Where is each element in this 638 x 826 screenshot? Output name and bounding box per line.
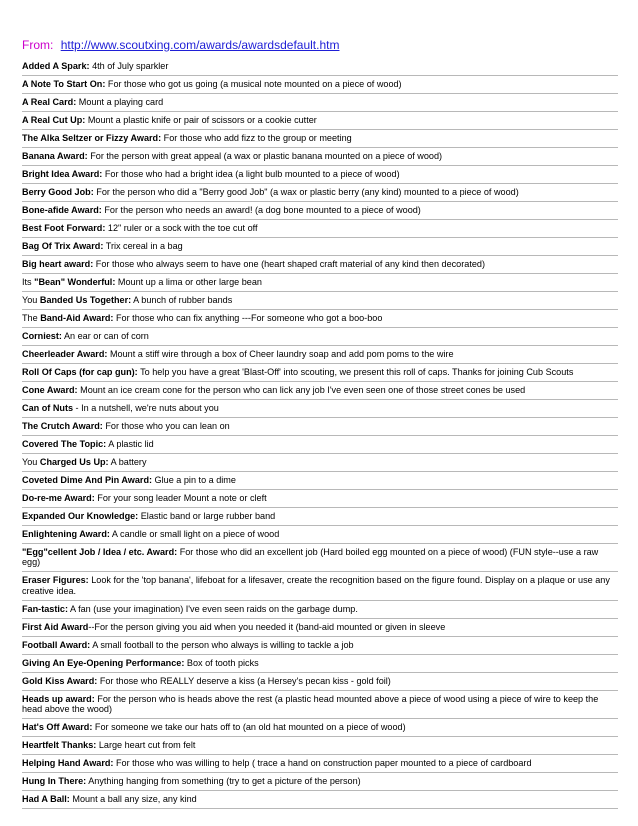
award-entry — [22, 773, 618, 791]
award-description: A plastic lid — [106, 438, 154, 449]
award-description: Elastic band or large rubber band — [138, 510, 276, 521]
award-entry — [22, 94, 618, 112]
award-name: Added A Spark: — [22, 61, 90, 72]
award-entry — [22, 238, 618, 256]
award-entry — [22, 526, 618, 544]
award-entry — [22, 220, 618, 238]
award-description: A small football to the person who always is willing to tackle a job — [90, 639, 354, 650]
award-entry — [22, 544, 618, 573]
award-description: A bunch of rubber bands — [131, 294, 233, 305]
award-entry — [22, 637, 618, 655]
award-name: Helping Hand Award: — [22, 758, 114, 769]
award-entry — [22, 601, 618, 619]
award-description: Mount a plastic knife or pair of scissors or a cookie cutter — [85, 115, 317, 126]
award-name: A Real Card: — [22, 97, 77, 108]
award-name: Charged Us Up: — [39, 456, 109, 467]
award-entry — [22, 256, 618, 274]
award-name: Fan-tastic: — [22, 603, 68, 614]
award-name: Roll Of Caps (for cap gun): — [22, 366, 138, 377]
award-description: A fan (use your imagination) I've even seen raids on the garbage dump. — [67, 603, 358, 614]
award-description: For the person who is heads above the rest (a plastic head mounted above a piece of wood using a piece of wire to keep the head above the wood) — [22, 693, 599, 715]
award-entry — [22, 382, 618, 400]
award-entry — [22, 719, 618, 737]
award-name: Cheerleader Award: — [22, 348, 108, 359]
award-description: For the person who needs an award! (a dog bone mounted to a piece of wood) — [101, 204, 421, 215]
award-prefix: You — [22, 294, 40, 305]
award-name: Bone-afide Award: — [22, 204, 102, 215]
award-name: Cone Award: — [22, 384, 78, 395]
award-name: Berry Good Job: — [22, 186, 94, 197]
award-description: For those who was willing to help ( trace a hand on construction paper mounted to a piece of cardboard — [113, 758, 532, 769]
award-entry — [22, 364, 618, 382]
award-description: For your song leader Mount a note or cleft — [94, 492, 267, 503]
award-name: Heartfelt Thanks: — [22, 740, 97, 751]
award-description: For the person who did a "Berry good Job" (a wax or plastic berry (any kind) mounted to a piece of wood) — [93, 186, 519, 197]
award-description: Mount a playing card — [76, 97, 164, 108]
award-name: Covered The Topic: — [22, 438, 107, 449]
source-line — [22, 38, 618, 53]
award-name: Hat's Off Award: — [22, 722, 93, 733]
award-name: A Real Cut Up: — [22, 115, 86, 126]
award-name: Best Foot Forward: — [22, 222, 106, 233]
award-entry — [22, 58, 618, 76]
award-description: For the person with great appeal (a wax or plastic banana mounted on a piece of wood) — [87, 151, 443, 162]
award-description: Look for the 'top banana', lifeboat for a lifesaver, create the recognition based on the figure found. Display on a plaque or use any creative idea. — [22, 575, 610, 596]
award-name: Hung In There: — [22, 776, 87, 787]
award-description: Mount up a lima or other large bean — [115, 276, 262, 287]
award-entry — [22, 490, 618, 508]
award-description: For those who did an excellent job (Hard boiled egg mounted on a piece of wood) (FUN style--use a raw egg) — [22, 546, 599, 568]
award-name: Big heart award: — [22, 258, 94, 269]
award-name: Had A Ball: — [22, 794, 70, 805]
award-name: Expanded Our Knowledge: — [22, 510, 139, 521]
award-entry — [22, 691, 618, 720]
award-name: Can of Nuts — [22, 402, 74, 413]
award-description: A candle or small light on a piece of wood — [109, 528, 280, 539]
award-entry — [22, 202, 618, 220]
award-entry — [22, 148, 618, 166]
award-name: Heads up award: — [22, 693, 95, 704]
award-name: The Crutch Award: — [22, 420, 103, 431]
award-description: For those who can fix anything ---For someone who got a boo-boo — [113, 312, 383, 323]
award-entry — [22, 572, 618, 601]
award-name: Football Award: — [22, 639, 91, 650]
source-label: From: — [22, 38, 54, 52]
award-entry — [22, 737, 618, 755]
award-entry — [22, 130, 618, 148]
award-name: Banana Award: — [22, 151, 88, 162]
award-description: Large heart cut from felt — [96, 740, 196, 751]
award-name: Giving An Eye-Opening Performance: — [22, 657, 185, 668]
award-name: Eraser Figures: — [22, 575, 89, 586]
award-description: For those who always seem to have one (heart shaped craft material of any kind then decorated) — [93, 258, 486, 269]
award-name: Bag Of Trix Award: — [22, 240, 104, 251]
award-entry — [22, 655, 618, 673]
award-description: For those who had a bright idea (a light bulb mounted to a piece of wood) — [102, 169, 400, 179]
award-description: To help you have a great 'Blast-Off' into scouting, we present this roll of caps. Thanks for joining Cub Scouts — [137, 366, 574, 377]
award-entry — [22, 112, 618, 130]
award-description: Mount a stiff wire through a box of Cheer laundry soap and add pom poms to the wire — [107, 348, 454, 359]
award-name: Band-Aid Award: — [40, 312, 114, 323]
award-name: Do-re-me Award: — [22, 492, 95, 503]
award-entry — [22, 418, 618, 436]
award-description: A battery — [108, 456, 147, 467]
award-entry — [22, 436, 618, 454]
award-name: Banded Us Together: — [39, 294, 132, 305]
award-description: Mount a ball any size, any kind — [69, 794, 197, 805]
award-description: Trix cereal in a bag — [103, 240, 183, 251]
award-prefix: The — [22, 312, 41, 323]
award-name: Gold Kiss Award: — [22, 675, 98, 686]
award-entry — [22, 184, 618, 202]
award-entry — [22, 472, 618, 490]
award-entry — [22, 400, 618, 418]
award-prefix: Its — [22, 276, 35, 287]
award-entry — [22, 619, 618, 637]
award-entry — [22, 292, 618, 310]
source-link[interactable]: http://www.scoutxing.com/awards/awardsdefault.htm — [60, 38, 340, 52]
document-page — [22, 38, 618, 809]
award-name: A Note To Start On: — [22, 79, 106, 90]
award-entry — [22, 76, 618, 94]
award-description: For those who got us going (a musical note mounted on a piece of wood) — [105, 79, 402, 90]
award-description: An ear or can of corn — [61, 330, 149, 341]
award-entry — [22, 274, 618, 292]
award-name: "Bean" Wonderful: — [34, 276, 116, 287]
award-name: The Alka Seltzer or Fizzy Award: — [22, 133, 162, 144]
award-name: "Egg"cellent Job / Idea / etc. Award: — [22, 546, 178, 557]
award-description: For someone we take our hats off to (an old hat mounted on a piece of wood) — [92, 722, 406, 733]
award-entry — [22, 346, 618, 364]
award-entry — [22, 508, 618, 526]
award-name: Bright Idea Award: — [22, 169, 103, 179]
award-name: Corniest: — [22, 330, 62, 341]
award-description: Box of tooth picks — [184, 657, 259, 668]
award-description: For those who add fizz to the group or meeting — [161, 133, 352, 144]
award-description: --For the person giving you aid when you needed it (band-aid mounted or given in sleeve — [88, 621, 446, 632]
award-description: 4th of July sparkler — [89, 61, 169, 72]
award-entry — [22, 673, 618, 691]
award-entry — [22, 791, 618, 809]
award-entry — [22, 454, 618, 472]
award-entry — [22, 755, 618, 773]
award-name: First Aid Award — [22, 621, 89, 632]
award-list — [22, 58, 618, 809]
award-description: Glue a pin to a dime — [152, 474, 236, 485]
award-entry — [22, 166, 618, 184]
award-description: Anything hanging from something (try to get a picture of the person) — [86, 776, 361, 787]
award-name: Coveted Dime And Pin Award: — [22, 474, 153, 485]
award-prefix: You — [22, 456, 40, 467]
award-description: For those who REALLY deserve a kiss (a Hersey's pecan kiss - gold foil) — [97, 675, 391, 686]
award-description: - In a nutshell, we're nuts about you — [73, 402, 219, 413]
award-description: 12" ruler or a sock with the toe cut off — [105, 222, 258, 233]
award-name: Enlightening Award: — [22, 528, 110, 539]
award-description: Mount an ice cream cone for the person who can lick any job I've even seen one of those street cones be used — [77, 384, 526, 395]
award-entry — [22, 328, 618, 346]
award-entry — [22, 310, 618, 328]
award-description: For those who you can lean on — [102, 420, 230, 431]
